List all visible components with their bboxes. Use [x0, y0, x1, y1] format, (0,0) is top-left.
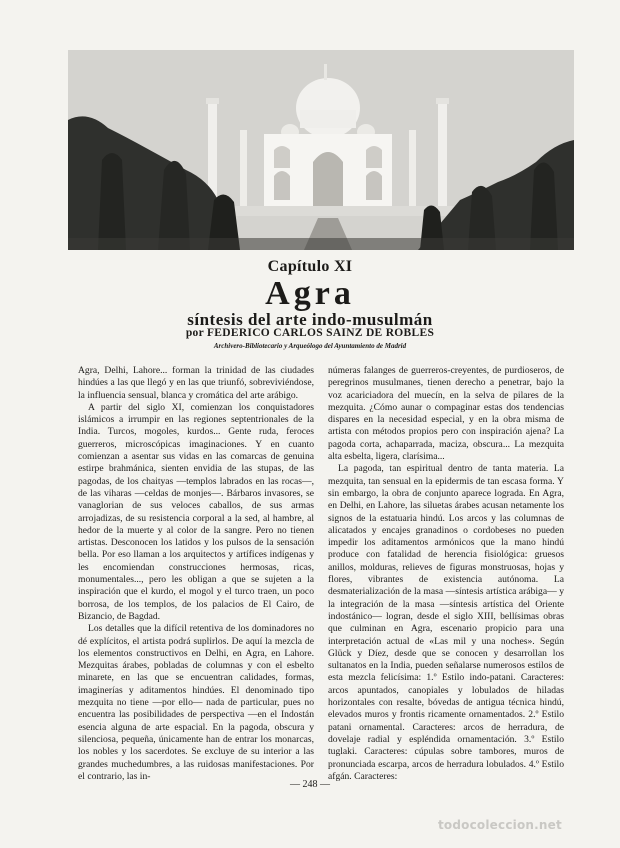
paragraph: A partir del siglo XI, comienzan los conquistadores islámicos a irrumpir en las regiones septentrionales de la India. Turcos, mogoles, kurdos... Gente ruda, feroces guerreros, microscópicas imaginaciones. Y en cuanto comienzan a asentar sus vidas en las comarcas de genuina estirpe brahmánica, sienten envidia de las stupas, de las pagodas, de los chaityas —templos labrados en las rocas—, de las viharas —celdas de monjes—. Bárbaros invasores, se vanaglorian de sus veloces caballos, de sus armas arrojadizas, de su resistencia corporal a la sed, al hambre, al hedor de la muerte y al color de la sangre. Pero no tienen artistas. Desconocen los latidos y los pulsos de la sensación bella. Por eso llaman a los arquitectos y artífices indígenas y les encomiendan construcciones hermosas, ricas, monumentales..., pero les obligan a que se sujeten a la inspiración que el kurdo, el mogol y el turco traen, un poco borrosa, de los templos, de los palacios de El Cairo, de Bizancio, de Bagdad.	[78, 401, 314, 622]
article-title: Agra	[265, 275, 355, 312]
author-byline: por FEDERICO CARLOS SAINZ DE ROBLES	[185, 327, 435, 339]
paragraph: númeras falanges de guerreros-creyentes, de purdioseros, de peregrinos musulmanes, tienen derecho a penetrar, bajo la voz acariciadora del muecín, en la selva de pilares de la mezquita. ¿Cómo aunar o compaginar estas dos tendencias dispares en la necesidad especial, y en la obra misma de artista con métodos propios pero con inspiración ajena? La pagoda corta, achaparrada, maciza, obscura... La mezquita alta esbelta, ligera, clarísima...	[328, 365, 564, 463]
taj-mahal-photo	[68, 50, 574, 250]
watermark: todocoleccion.net	[438, 818, 562, 832]
article-subtitle: síntesis del arte indo-musulmán	[187, 310, 433, 329]
left-column	[78, 365, 314, 783]
paragraph: La pagoda, tan espiritual dentro de tanta materia. La mezquita, tan sensual en la epidermis de tan escasa forma. Y sin embargo, la obra de conjunto aparece lograda. En Agra, en Delhi, en Lahore, las siluetas árabes acusan netamente los signos de la estatuaria hindú. Los arcos y las columnas de alicatados y encajes granadinos o cordobeses no pueden impedir los aditamentos armónicos que la mano hindú produce con fatalidad de herencia fisiológica: gruesos anillos, molduras, relieves de figuras monstruosas, hojas y flores, vibrantes de existencia autónoma. La desmaterialización de la masa —síntesis artística arábiga— y la integración de la masa —síntesis artística del Oriente indostánico— logran, desde el siglo XIII, bellísimas obras que culminan en Agra, escenario propicio para una interpretación actual de «Las mil y una noches». Según Glück y Díez, desde que se conocen y desarrollan los sultanatos en la India, pueden señalarse numerosos estilos de esta mezcla felicísima: 1.º Estilo indo-patani. Caracteres: arcos apuntados, canopiales y lobulados de hiladas horizontales con resalte, bóvedas de antigua técnica hindú, elevados muros y frontis ricamente ornamentados. 2.º Estilo patani ornamental. Caracteres: arcos de herradura, de dovelaje radial y espléndida ornamentación. 3.º Estilo tuglaki. Caracteres: cúpulas sobre tambores, muros de pronunciada escarpa, arcos de herradura lobulados. 4.º Estilo afgán. Caracteres:	[328, 463, 564, 782]
page-number: — 248 —	[290, 779, 330, 790]
paragraph: Los detalles que la difícil retentiva de los dominadores no dé explícitos, el artista podrá suplirlos. De aquí la mezcla de los elementos constructivos en Delhi, en Agra, en Lahore. Mezquitas árabes, pobladas de columnas y con el esbelto minarete, en las que se encuentran calidades, formas, imaginerías y aditamentos hindúes. El denominado tipo mezquita no tiene —por ello— nada de particular, pues no encuentra las posibilidades de perspectiva —en el Indostán esencia alguna de arte espacial. En la pagoda, obscura y silenciosa, pequeña, únicamente han de entrar los monarcas, los nobles y los sacerdotes. Se excluye de su interior a las grandes muchedumbres, a las ruidosas manifestaciones. Por el contrario, las in-	[78, 623, 314, 782]
paragraph: Agra, Delhi, Lahore... forman la trinidad de las ciudades hindúes a las que llegó y en las que triunfó, sobreviviéndose, la influencia sensual, blanca y cromática del arte arábigo.	[78, 365, 314, 401]
right-column	[328, 365, 564, 783]
chapter-heading: Capítulo XI	[267, 258, 353, 275]
taj-mahal-illustration	[68, 50, 574, 250]
author-affiliation: Archivero-Bibliotecario y Arqueólogo del Ayuntamiento de Madrid	[213, 342, 407, 350]
